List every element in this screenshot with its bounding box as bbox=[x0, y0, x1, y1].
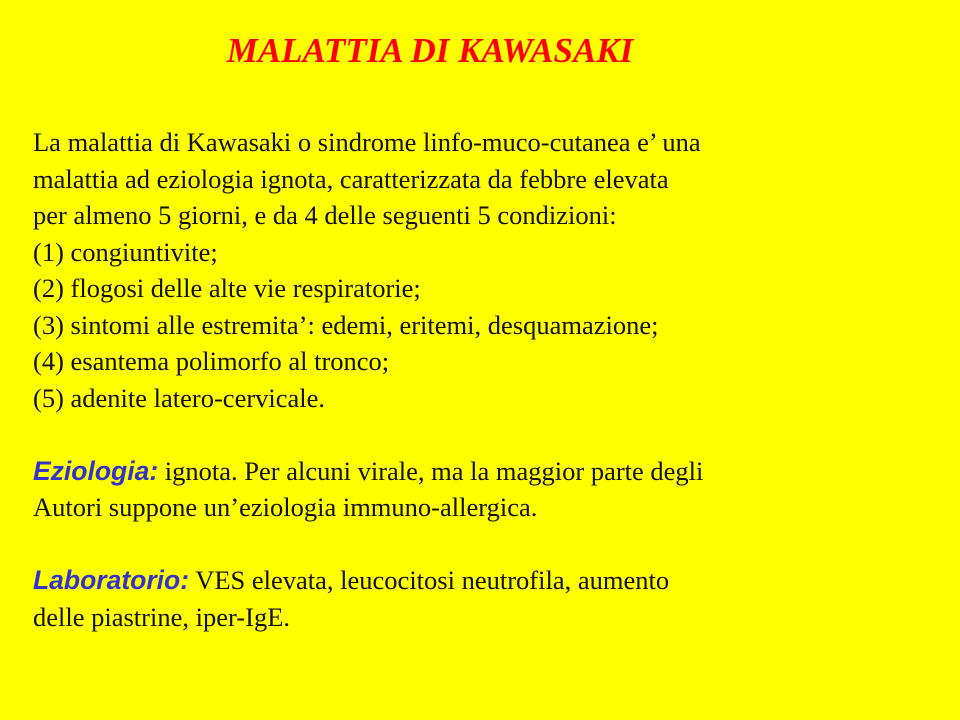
spacer bbox=[33, 526, 938, 563]
intro-line: La malattia di Kawasaki o sindrome linfo-muco-cutanea e’ una bbox=[33, 127, 701, 157]
laboratorio-text: VES elevata, leucocitosi neutrofila, aumento bbox=[189, 565, 670, 595]
laboratorio-label: Laboratorio: bbox=[33, 565, 190, 595]
laboratorio-line bbox=[33, 562, 938, 599]
eziologia-text-continued: Autori suppone un’eziologia immuno-allergica. bbox=[33, 492, 538, 522]
eziologia-text: ignota. Per alcuni virale, ma la maggior parte degli bbox=[158, 455, 704, 486]
condition-item: (4) esantema polimorfo al tronco; bbox=[33, 346, 390, 376]
condition-item: (5) adenite latero-cervicale. bbox=[33, 382, 326, 413]
intro-line: per almeno 5 giorni, e da 4 delle seguenti 5 condizioni: bbox=[33, 200, 617, 230]
condition-item: (3) sintomi alle estremita’: edemi, eritemi, desquamazione; bbox=[33, 309, 659, 340]
slide-title: MALATTIA DI KAWASAKI bbox=[226, 31, 634, 70]
condition-item: (2) flogosi delle alte vie respiratorie; bbox=[33, 273, 421, 303]
spacer bbox=[33, 416, 938, 453]
eziologia-line bbox=[33, 453, 938, 490]
laboratorio-text-continued: delle piastrine, iper-IgE. bbox=[33, 601, 291, 632]
eziologia-label: Eziologia: bbox=[33, 455, 159, 486]
condition-item: (1) congiuntivite; bbox=[33, 236, 218, 267]
slide-body bbox=[33, 124, 938, 635]
intro-line: malattia ad eziologia ignota, caratterizzata da febbre elevata bbox=[33, 163, 669, 194]
